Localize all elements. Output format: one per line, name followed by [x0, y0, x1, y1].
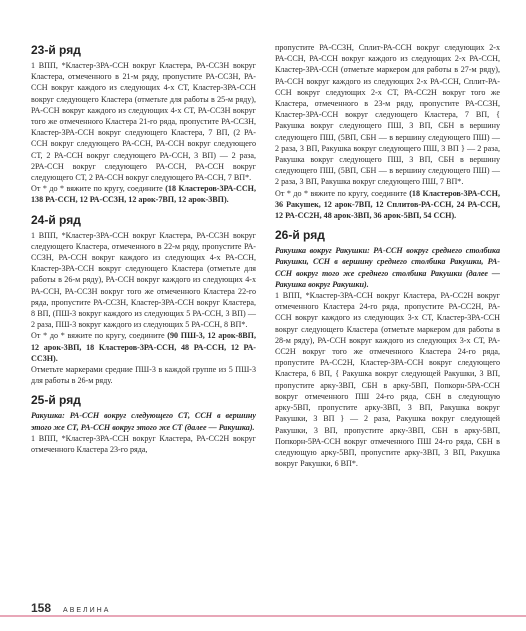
- row-24-instructions: 1 ВПП, *Кластер-3РА-ССН вокруг Кластера, РА-СС3Н вокруг следующего Кластера, отмеченного в 22-м ряду, пропустите РА-ССЗН, РА-ССН вокруг каждого из следующих 4-х РА-ССН, Кластер-3РА-ССН вокруг следующего Кластера (отметьте для работы в 26-м ряду), РА-ССН вокруг каждого из следующих 4-х РА-ССН, РА-СС3Н вокруг того же отмеченного Кластера 22-го ряда, пропустите РА-ССЗН, Кластер-3РА-ССН вокруг Кластера, 8 ВП, (ПШ-3 вокруг каждого из следующих 5 РА-ССН, 3 ВП) — 2 раза, ПШ-3 вокруг каждого из следующих 5 РА-ССН, 8 ВП*.: [31, 230, 256, 330]
- row-26-heading: 26-й ряд: [275, 228, 325, 243]
- row-24-note: Отметьте маркерами средние ПШ-3 в каждой группе из 5 ПШ-3 для работы в 26-м ряду.: [31, 365, 256, 386]
- magazine-brand: АВЕЛИНА: [63, 607, 111, 614]
- row-24-summary: [31, 330, 256, 364]
- row-23-totals: (18 Кластеров-3РА-ССН, 138 РА-ССН, 12 РА-СС3Н, 12 арок-7ВП, 12 арок-3ВП).: [31, 184, 256, 205]
- row-23-join-text: От * до * вяжите по кругу, соедините: [31, 184, 163, 194]
- left-column: [31, 42, 256, 455]
- row-24-totals: (90 ПШ-3, 12 арок-8ВП, 12 арок-3ВП, 18 Кластеров-3РА-ССН, 48 РА-ССН, 12 РА-СС3Н).: [31, 331, 257, 363]
- row-23-heading: 23-й ряд: [31, 43, 81, 57]
- row-23-summary: [31, 183, 256, 205]
- row-25-join-text: От * до * вяжите по кругу, соедините: [275, 188, 407, 198]
- row-26-instructions: 1 ВПП, *Кластер-3РА-ССН вокруг Кластера, РА-СС2Н вокруг отмеченного Кластера 24-го ряда, пропустите РА-СС2Н, РА-ССН вокруг каждого из следующих 3-х СТ, Кластер-3РА-ССН вокруг следующего Кластера (отметьте маркером для работы в 28-м ряду), РА-ССН вокруг каждого из следующих 3-х СТ, РА-СС2Н вокруг того же отмеченного Кластера 24-го ряда, пропустите РА-СС2Н, Кластер-3РА-ССН вокруг следующего Кластера, 6 ВП, { Ракушка вокруг следующей Ракушки, 3 ВП, пропустите арку-3ВП, СБН в арку-5ВП, Попкорн-5РА-ССН вокруг отмеченного ПШ 24-го ряда, СБН в следующую арку-5ВП, пропустите арку-3ВП, 3 ВП, Ракушка вокруг Ракушки, 3 ВП } — 2 раза, Ракушка вокруг следующей Ракушки, 3 ВП, пропустите арку-3ВП, СБН в арку-5ВП, Попкорн-5РА-ССН вокруг отмеченного ПШ 24-го ряда, СБН в следующую арку-5ВП, пропустите арку-3ВП, 3 ВП, Ракушка вокруг Ракушки, 6 ВП*.: [275, 291, 500, 469]
- right-column: [275, 42, 500, 469]
- page-footer: [31, 601, 110, 615]
- row-24-heading: 24-й ряд: [31, 212, 81, 227]
- row-25-heading: 25-й ряд: [31, 393, 81, 408]
- row-26-intro: Ракушка вокруг Ракушки: РА-ССН вокруг среднего столбика Ракушки, ССН в вершину среднего столбика Ракушки, РА-ССН вокруг того же среднего столбика Ракушки (далее — Ракушка вокруг Ракушки).: [275, 246, 500, 289]
- row-25-intro: Ракушка: РА-ССН вокруг следующего СТ, ССН в вершину этого же СТ, РА-ССН вокруг этого же СТ (далее — Ракушка).: [31, 411, 256, 432]
- page-number: 158: [31, 601, 52, 615]
- row-25-summary: [275, 188, 500, 222]
- footer-rule: [0, 615, 526, 617]
- row-25-continued: пропустите РА-ССЗН, Сплит-РА-ССН вокруг следующих 2-х РА-ССН, РА-ССН вокруг каждого из следующих 2-х РА-ССН, Кластер-3РА-ССН (отметьте маркером для работы в 27-м ряду), РА-ССН вокруг каждого из следующих 2-х РА-ССН, Сплит-РА-ССН вокруг следующих 2-х СТ, РА-СС2Н вокруг того же Кластера, отмеченного в 23-м ряду, пропустите РА-ССЗН, Кластер-3РА-ССН вокруг следующего Кластера, 7 ВП, { Ракушка вокруг следующего ПШ, 3 ВП, СБН в вершину следующего ПШ, (5ВП, СБН — в вершину следующего ПШ) — 2 раза, 3 ВП, Ракушка вокруг следующего ПШ, 3 ВП } — 2 раза, Ракушка вокруг следующего ПШ, 3 ВП, СБН в вершину следующего ПШ, (5ВП, СБН — в вершину следующего ПШ) — 2 раза, 3 ВП, Ракушка вокруг следующего ПШ, 7 ВП*.: [275, 43, 500, 187]
- row-23-instructions: 1 ВПП, *Кластер-3РА-ССН вокруг Кластера, РА-СС3Н вокруг Кластера, отмеченного в 21-м ряду, пропустите РА-ССЗН, РА-ССН вокруг каждого из следующих 4-х СТ, Кластер-3РА-ССН вокруг следующего Кластера (отметьте для работы в 25-м ряду), РА-ССН вокруг каждого из следующих 4-х СТ, РА-СС3Н вокруг того же отмеченного Кластера 21-го ряда, пропустите РА-ССЗН, Кластер-3РА-ССН вокруг следующего Кластера, 7 ВП, (2 РА-ССН вокруг следующего РА-ССН, РА-ССН вокруг следующего СТ, 2 РА-ССН вокруг следующего РА-ССН, 3 ВП) — 2 раза, 2РА-ССН вокруг следующего РА-ССН, РА-ССН вокруг следующего СТ, 2 РА-ССН вокруг следующего РА-ССН, 7 ВП*.: [31, 61, 256, 183]
- row-25-instructions: 1 ВПП, *Кластер-3РА-ССН вокруг Кластера, РА-СС2Н вокруг отмеченного Кластера 23-го ряда,: [31, 433, 256, 455]
- row-25-totals: (18 Кластеров-3РА-ССН, 36 Ракушек, 12 арок-7ВП, 12 Сплитов-РА-ССН, 24 РА-ССН, 12 РА-СС2Н, 48 арок-3ВП, 36 арок-5ВП, 54 ССН).: [275, 188, 500, 221]
- row-24-join-text: От * до * вяжите по кругу, соедините: [31, 331, 165, 341]
